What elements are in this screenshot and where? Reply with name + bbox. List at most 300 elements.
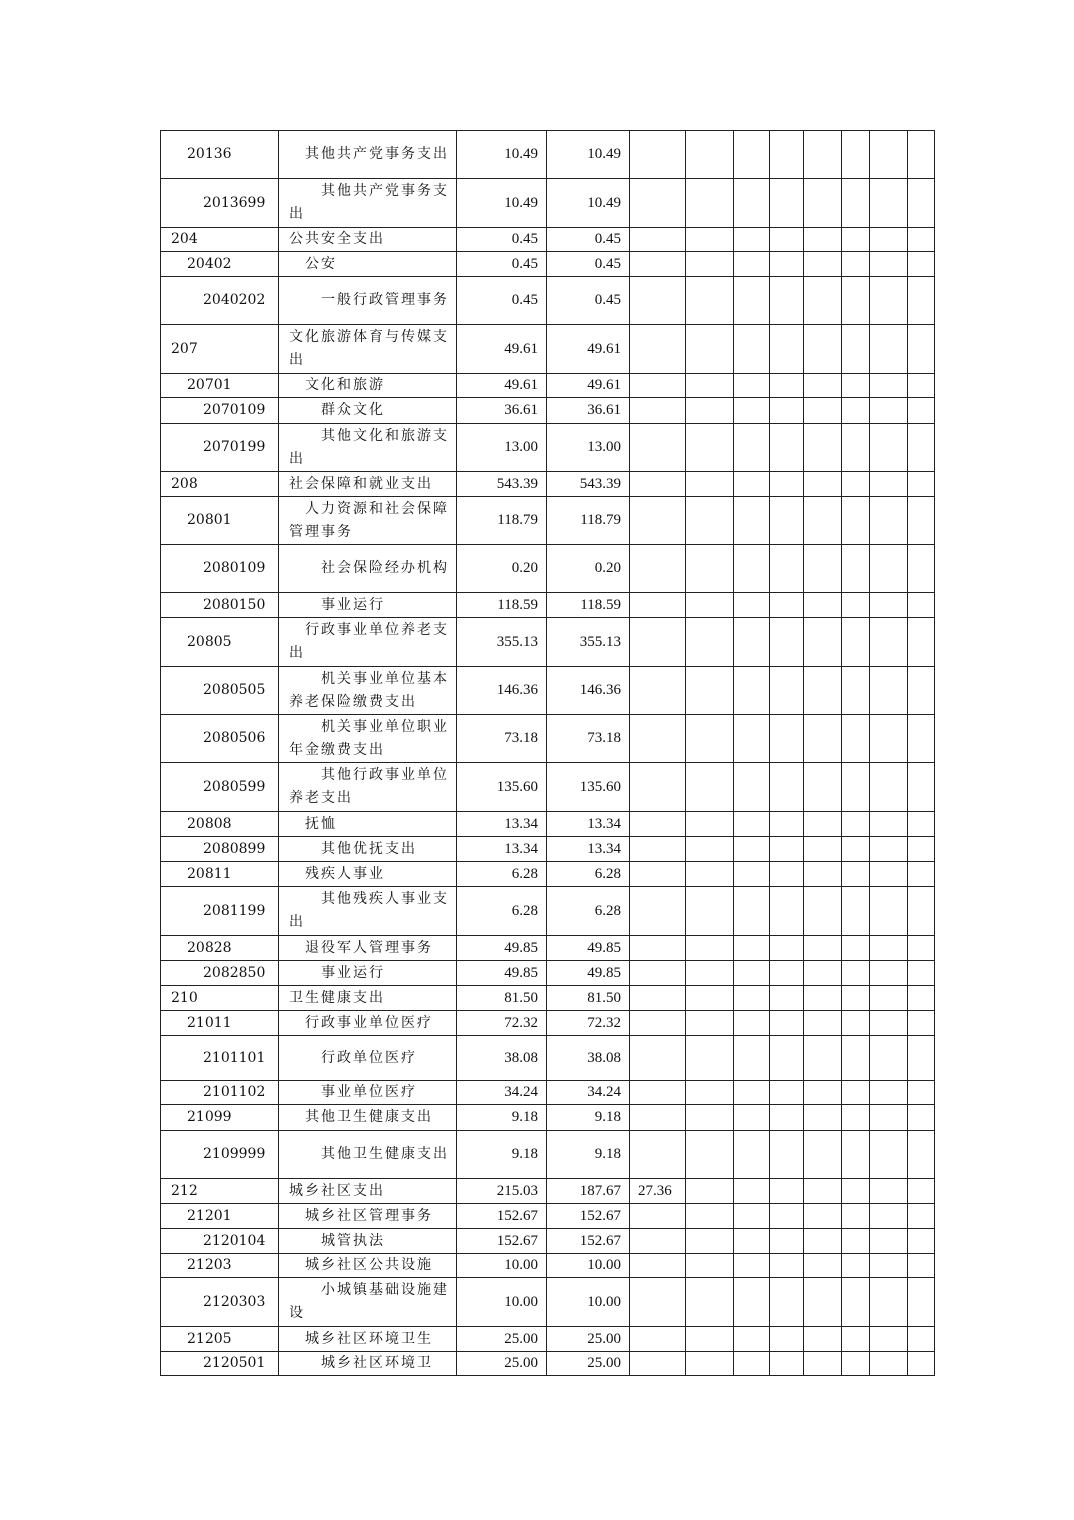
basic-expenditure-cell: 13.00 — [547, 424, 630, 472]
empty-cell — [804, 424, 842, 472]
table-row — [161, 1011, 935, 1036]
empty-cell — [686, 424, 734, 472]
empty-cell — [734, 667, 770, 715]
subject-name-cell: 其他文化和旅游支出 — [279, 424, 457, 472]
empty-cell — [734, 497, 770, 545]
empty-cell — [870, 398, 908, 424]
empty-cell — [734, 179, 770, 228]
empty-cell — [686, 667, 734, 715]
project-expenditure-cell — [630, 545, 686, 593]
basic-expenditure-cell: 543.39 — [547, 472, 630, 497]
empty-cell — [734, 862, 770, 887]
empty-cell — [870, 545, 908, 593]
empty-cell — [908, 1278, 935, 1327]
empty-cell — [842, 1204, 870, 1229]
budget-expenditure-table — [160, 130, 935, 1376]
empty-cell — [870, 715, 908, 763]
total-amount-cell: 10.49 — [457, 131, 547, 179]
empty-cell — [908, 497, 935, 545]
empty-cell — [804, 398, 842, 424]
empty-cell — [870, 252, 908, 277]
table-row — [161, 424, 935, 472]
subject-code-cell: 20136 — [161, 131, 279, 179]
empty-cell — [734, 1105, 770, 1131]
project-expenditure-cell — [630, 1352, 686, 1376]
empty-cell — [908, 1131, 935, 1179]
table-row — [161, 887, 935, 936]
empty-cell — [908, 667, 935, 715]
empty-cell — [804, 497, 842, 545]
empty-cell — [908, 1105, 935, 1131]
project-expenditure-cell — [630, 472, 686, 497]
empty-cell — [686, 1254, 734, 1278]
total-amount-cell: 10.00 — [457, 1254, 547, 1278]
empty-cell — [842, 131, 870, 179]
empty-cell — [686, 715, 734, 763]
empty-cell — [770, 837, 804, 862]
basic-expenditure-cell: 34.24 — [547, 1081, 630, 1105]
basic-expenditure-cell: 72.32 — [547, 1011, 630, 1036]
table-row — [161, 131, 935, 179]
empty-cell — [870, 472, 908, 497]
total-amount-cell: 10.49 — [457, 179, 547, 228]
empty-cell — [734, 131, 770, 179]
empty-cell — [908, 1081, 935, 1105]
table-row — [161, 862, 935, 887]
subject-name-cell: 其他行政事业单位养老支出 — [279, 763, 457, 812]
project-expenditure-cell — [630, 715, 686, 763]
empty-cell — [770, 252, 804, 277]
total-amount-cell: 25.00 — [457, 1327, 547, 1352]
empty-cell — [770, 862, 804, 887]
empty-cell — [804, 936, 842, 961]
project-expenditure-cell — [630, 325, 686, 374]
empty-cell — [770, 961, 804, 986]
basic-expenditure-cell: 152.67 — [547, 1204, 630, 1229]
empty-cell — [842, 1254, 870, 1278]
empty-cell — [842, 763, 870, 812]
empty-cell — [804, 1204, 842, 1229]
empty-cell — [842, 986, 870, 1011]
empty-cell — [804, 374, 842, 398]
empty-cell — [770, 228, 804, 252]
empty-cell — [870, 497, 908, 545]
subject-code-cell: 2120501 — [161, 1352, 279, 1376]
empty-cell — [908, 325, 935, 374]
total-amount-cell: 49.85 — [457, 936, 547, 961]
subject-name-cell: 文化旅游体育与传媒支出 — [279, 325, 457, 374]
empty-cell — [804, 837, 842, 862]
empty-cell — [804, 1352, 842, 1376]
basic-expenditure-cell: 38.08 — [547, 1036, 630, 1081]
subject-name-cell: 城乡社区环境卫 — [279, 1352, 457, 1376]
project-expenditure-cell — [630, 837, 686, 862]
empty-cell — [908, 812, 935, 837]
subject-code-cell: 2070199 — [161, 424, 279, 472]
empty-cell — [770, 497, 804, 545]
empty-cell — [842, 887, 870, 936]
empty-cell — [870, 887, 908, 936]
subject-name-cell: 事业运行 — [279, 961, 457, 986]
table-row — [161, 228, 935, 252]
empty-cell — [734, 593, 770, 618]
table-row — [161, 1131, 935, 1179]
empty-cell — [770, 179, 804, 228]
subject-name-cell: 其他残疾人事业支出 — [279, 887, 457, 936]
empty-cell — [770, 1278, 804, 1327]
empty-cell — [870, 1081, 908, 1105]
empty-cell — [734, 398, 770, 424]
basic-expenditure-cell: 0.20 — [547, 545, 630, 593]
empty-cell — [908, 887, 935, 936]
table-row — [161, 936, 935, 961]
project-expenditure-cell — [630, 887, 686, 936]
empty-cell — [870, 228, 908, 252]
project-expenditure-cell — [630, 1229, 686, 1254]
project-expenditure-cell — [630, 1131, 686, 1179]
empty-cell — [842, 862, 870, 887]
subject-code-cell: 2101102 — [161, 1081, 279, 1105]
empty-cell — [734, 986, 770, 1011]
subject-code-cell: 208 — [161, 472, 279, 497]
table-row — [161, 472, 935, 497]
basic-expenditure-cell: 25.00 — [547, 1352, 630, 1376]
empty-cell — [870, 1278, 908, 1327]
empty-cell — [842, 374, 870, 398]
empty-cell — [908, 986, 935, 1011]
table-row — [161, 837, 935, 862]
empty-cell — [804, 618, 842, 667]
empty-cell — [804, 179, 842, 228]
empty-cell — [870, 667, 908, 715]
empty-cell — [908, 1204, 935, 1229]
empty-cell — [842, 252, 870, 277]
empty-cell — [908, 936, 935, 961]
empty-cell — [686, 1352, 734, 1376]
project-expenditure-cell: 27.36 — [630, 1179, 686, 1204]
empty-cell — [842, 1105, 870, 1131]
project-expenditure-cell — [630, 1254, 686, 1278]
subject-code-cell: 2013699 — [161, 179, 279, 228]
empty-cell — [770, 1352, 804, 1376]
subject-code-cell: 2120303 — [161, 1278, 279, 1327]
empty-cell — [870, 812, 908, 837]
empty-cell — [734, 424, 770, 472]
table-row — [161, 763, 935, 812]
empty-cell — [770, 424, 804, 472]
project-expenditure-cell — [630, 1105, 686, 1131]
empty-cell — [908, 545, 935, 593]
total-amount-cell: 13.34 — [457, 812, 547, 837]
project-expenditure-cell — [630, 252, 686, 277]
empty-cell — [842, 1036, 870, 1081]
empty-cell — [842, 424, 870, 472]
subject-name-cell: 社会保障和就业支出 — [279, 472, 457, 497]
subject-name-cell: 文化和旅游 — [279, 374, 457, 398]
total-amount-cell: 543.39 — [457, 472, 547, 497]
basic-expenditure-cell: 9.18 — [547, 1105, 630, 1131]
empty-cell — [686, 986, 734, 1011]
total-amount-cell: 0.20 — [457, 545, 547, 593]
table-row — [161, 1204, 935, 1229]
project-expenditure-cell — [630, 1204, 686, 1229]
project-expenditure-cell — [630, 667, 686, 715]
empty-cell — [804, 1278, 842, 1327]
subject-name-cell: 退役军人管理事务 — [279, 936, 457, 961]
empty-cell — [734, 1254, 770, 1278]
subject-code-cell: 2081199 — [161, 887, 279, 936]
empty-cell — [908, 1352, 935, 1376]
empty-cell — [804, 472, 842, 497]
empty-cell — [770, 1179, 804, 1204]
empty-cell — [804, 228, 842, 252]
empty-cell — [804, 763, 842, 812]
basic-expenditure-cell: 118.79 — [547, 497, 630, 545]
empty-cell — [804, 277, 842, 325]
subject-name-cell: 社会保险经办机构 — [279, 545, 457, 593]
empty-cell — [686, 961, 734, 986]
empty-cell — [734, 1081, 770, 1105]
total-amount-cell: 135.60 — [457, 763, 547, 812]
empty-cell — [734, 277, 770, 325]
basic-expenditure-cell: 152.67 — [547, 1229, 630, 1254]
basic-expenditure-cell: 36.61 — [547, 398, 630, 424]
empty-cell — [734, 1352, 770, 1376]
basic-expenditure-cell: 118.59 — [547, 593, 630, 618]
subject-name-cell: 其他卫生健康支出 — [279, 1131, 457, 1179]
total-amount-cell: 118.59 — [457, 593, 547, 618]
empty-cell — [686, 1229, 734, 1254]
project-expenditure-cell — [630, 131, 686, 179]
empty-cell — [686, 862, 734, 887]
basic-expenditure-cell: 135.60 — [547, 763, 630, 812]
project-expenditure-cell — [630, 1011, 686, 1036]
empty-cell — [870, 961, 908, 986]
empty-cell — [770, 1011, 804, 1036]
empty-cell — [804, 667, 842, 715]
basic-expenditure-cell: 49.85 — [547, 936, 630, 961]
project-expenditure-cell — [630, 961, 686, 986]
subject-name-cell: 公安 — [279, 252, 457, 277]
total-amount-cell: 81.50 — [457, 986, 547, 1011]
project-expenditure-cell — [630, 1081, 686, 1105]
empty-cell — [870, 862, 908, 887]
subject-code-cell: 2080599 — [161, 763, 279, 812]
table-row — [161, 1036, 935, 1081]
table-row — [161, 593, 935, 618]
total-amount-cell: 13.34 — [457, 837, 547, 862]
empty-cell — [686, 497, 734, 545]
subject-name-cell: 行政事业单位养老支出 — [279, 618, 457, 667]
empty-cell — [734, 1036, 770, 1081]
subject-name-cell: 城管执法 — [279, 1229, 457, 1254]
table-row — [161, 986, 935, 1011]
empty-cell — [770, 715, 804, 763]
empty-cell — [870, 1131, 908, 1179]
empty-cell — [770, 1036, 804, 1081]
empty-cell — [734, 1179, 770, 1204]
subject-name-cell: 其他优抚支出 — [279, 837, 457, 862]
basic-expenditure-cell: 49.61 — [547, 374, 630, 398]
empty-cell — [804, 862, 842, 887]
empty-cell — [734, 1011, 770, 1036]
table-row — [161, 374, 935, 398]
empty-cell — [734, 1204, 770, 1229]
total-amount-cell: 152.67 — [457, 1229, 547, 1254]
empty-cell — [870, 1229, 908, 1254]
total-amount-cell: 146.36 — [457, 667, 547, 715]
subject-name-cell: 其他共产党事务支出 — [279, 179, 457, 228]
empty-cell — [842, 936, 870, 961]
empty-cell — [908, 1179, 935, 1204]
project-expenditure-cell — [630, 374, 686, 398]
empty-cell — [908, 277, 935, 325]
table-row — [161, 715, 935, 763]
empty-cell — [842, 837, 870, 862]
empty-cell — [870, 936, 908, 961]
table-row — [161, 812, 935, 837]
empty-cell — [842, 667, 870, 715]
empty-cell — [686, 1327, 734, 1352]
empty-cell — [734, 374, 770, 398]
empty-cell — [770, 374, 804, 398]
empty-cell — [908, 1327, 935, 1352]
empty-cell — [804, 252, 842, 277]
subject-code-cell: 20828 — [161, 936, 279, 961]
empty-cell — [908, 131, 935, 179]
basic-expenditure-cell: 49.85 — [547, 961, 630, 986]
table-row — [161, 618, 935, 667]
empty-cell — [804, 1081, 842, 1105]
empty-cell — [770, 398, 804, 424]
table-row — [161, 1179, 935, 1204]
empty-cell — [908, 763, 935, 812]
basic-expenditure-cell: 13.34 — [547, 837, 630, 862]
subject-code-cell: 2109999 — [161, 1131, 279, 1179]
empty-cell — [686, 837, 734, 862]
subject-name-cell: 事业运行 — [279, 593, 457, 618]
project-expenditure-cell — [630, 1278, 686, 1327]
total-amount-cell: 73.18 — [457, 715, 547, 763]
table-row — [161, 545, 935, 593]
empty-cell — [908, 837, 935, 862]
total-amount-cell: 152.67 — [457, 1204, 547, 1229]
empty-cell — [770, 472, 804, 497]
empty-cell — [842, 618, 870, 667]
empty-cell — [908, 1229, 935, 1254]
empty-cell — [842, 179, 870, 228]
empty-cell — [770, 593, 804, 618]
subject-name-cell: 机关事业单位基本养老保险缴费支出 — [279, 667, 457, 715]
table-row — [161, 252, 935, 277]
empty-cell — [686, 936, 734, 961]
empty-cell — [842, 1278, 870, 1327]
empty-cell — [734, 1229, 770, 1254]
empty-cell — [804, 1105, 842, 1131]
empty-cell — [804, 986, 842, 1011]
basic-expenditure-cell: 73.18 — [547, 715, 630, 763]
subject-code-cell: 210 — [161, 986, 279, 1011]
empty-cell — [804, 715, 842, 763]
table-row — [161, 1081, 935, 1105]
basic-expenditure-cell: 146.36 — [547, 667, 630, 715]
subject-name-cell: 行政单位医疗 — [279, 1036, 457, 1081]
table-row — [161, 1254, 935, 1278]
empty-cell — [734, 812, 770, 837]
empty-cell — [770, 277, 804, 325]
empty-cell — [842, 1327, 870, 1352]
subject-code-cell: 20402 — [161, 252, 279, 277]
project-expenditure-cell — [630, 277, 686, 325]
empty-cell — [770, 812, 804, 837]
empty-cell — [770, 1254, 804, 1278]
total-amount-cell: 72.32 — [457, 1011, 547, 1036]
subject-name-cell: 机关事业单位职业年金缴费支出 — [279, 715, 457, 763]
project-expenditure-cell — [630, 497, 686, 545]
empty-cell — [908, 424, 935, 472]
empty-cell — [842, 715, 870, 763]
subject-code-cell: 204 — [161, 228, 279, 252]
empty-cell — [770, 545, 804, 593]
empty-cell — [842, 1352, 870, 1376]
empty-cell — [686, 131, 734, 179]
empty-cell — [770, 763, 804, 812]
project-expenditure-cell — [630, 986, 686, 1011]
table-row — [161, 1278, 935, 1327]
empty-cell — [908, 1011, 935, 1036]
empty-cell — [804, 1327, 842, 1352]
empty-cell — [870, 325, 908, 374]
empty-cell — [870, 1011, 908, 1036]
subject-code-cell: 207 — [161, 325, 279, 374]
project-expenditure-cell — [630, 424, 686, 472]
subject-code-cell: 2080899 — [161, 837, 279, 862]
project-expenditure-cell — [630, 862, 686, 887]
total-amount-cell: 118.79 — [457, 497, 547, 545]
subject-code-cell: 20701 — [161, 374, 279, 398]
empty-cell — [870, 424, 908, 472]
empty-cell — [686, 472, 734, 497]
table-row — [161, 325, 935, 374]
empty-cell — [842, 961, 870, 986]
empty-cell — [842, 1179, 870, 1204]
empty-cell — [870, 1327, 908, 1352]
empty-cell — [686, 398, 734, 424]
empty-cell — [686, 179, 734, 228]
subject-name-cell: 事业单位医疗 — [279, 1081, 457, 1105]
empty-cell — [908, 715, 935, 763]
empty-cell — [870, 179, 908, 228]
empty-cell — [908, 472, 935, 497]
subject-name-cell: 卫生健康支出 — [279, 986, 457, 1011]
empty-cell — [770, 986, 804, 1011]
basic-expenditure-cell: 0.45 — [547, 277, 630, 325]
empty-cell — [804, 812, 842, 837]
empty-cell — [870, 1254, 908, 1278]
empty-cell — [870, 593, 908, 618]
total-amount-cell: 6.28 — [457, 887, 547, 936]
subject-name-cell: 城乡社区环境卫生 — [279, 1327, 457, 1352]
total-amount-cell: 355.13 — [457, 618, 547, 667]
empty-cell — [734, 715, 770, 763]
empty-cell — [842, 398, 870, 424]
subject-name-cell: 人力资源和社会保障管理事务 — [279, 497, 457, 545]
empty-cell — [870, 1179, 908, 1204]
basic-expenditure-cell: 0.45 — [547, 252, 630, 277]
subject-code-cell: 2101101 — [161, 1036, 279, 1081]
subject-code-cell: 2080505 — [161, 667, 279, 715]
total-amount-cell: 0.45 — [457, 277, 547, 325]
